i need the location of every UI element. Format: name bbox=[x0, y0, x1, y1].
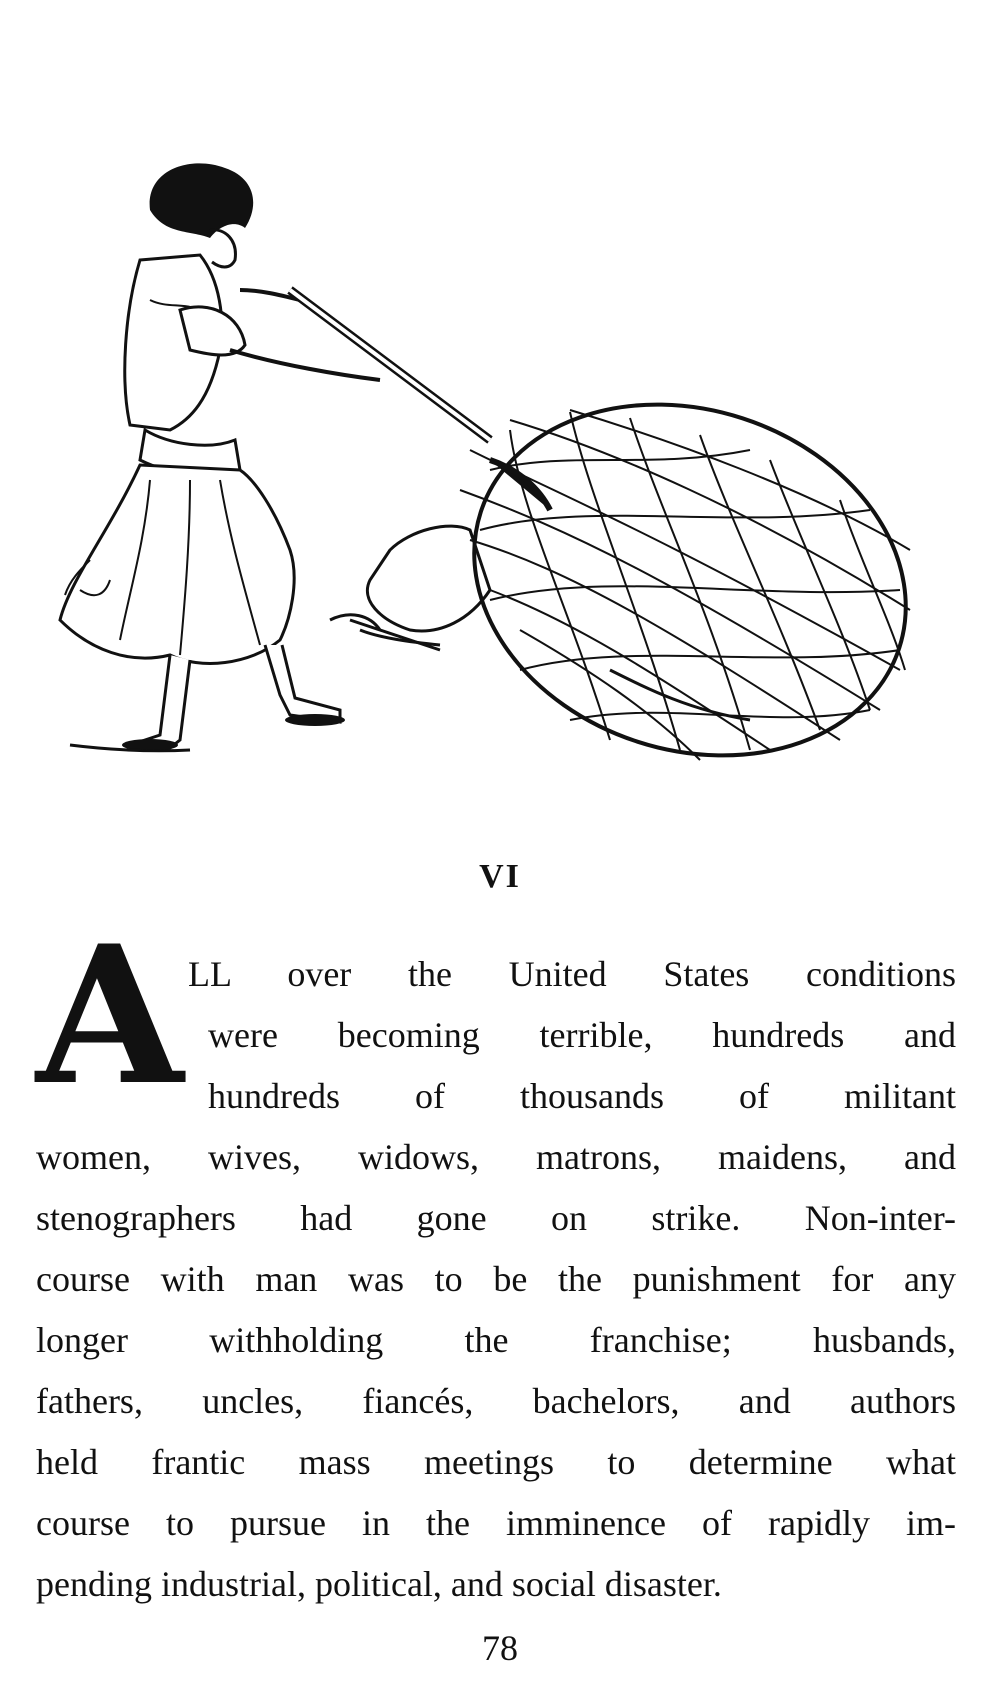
paragraph-line: course with man was to be the punishment for any bbox=[36, 1259, 956, 1299]
paragraph-line: held frantic mass meetings to determine what bbox=[36, 1442, 956, 1482]
woman-face bbox=[210, 230, 235, 267]
paragraph-line: pending industrial, political, and social disaster. bbox=[36, 1564, 722, 1604]
paragraph-line: were becoming terrible, hundreds and bbox=[208, 1015, 956, 1055]
paragraph-line: fathers, uncles, fiancés, bachelors, and authors bbox=[36, 1381, 956, 1421]
paragraph-line: stenographers had gone on strike. Non-inter- bbox=[36, 1198, 956, 1238]
body-paragraph bbox=[36, 904, 956, 1615]
paragraph-line: LL over the United States conditions bbox=[188, 954, 956, 994]
drop-cap: A bbox=[36, 904, 184, 1127]
page-number: 78 bbox=[482, 1628, 518, 1668]
paragraph-line: hundreds of thousands of militant bbox=[208, 1076, 956, 1116]
chapter-heading: VI bbox=[479, 858, 521, 895]
paragraph-line: longer withholding the franchise; husbands, bbox=[36, 1320, 956, 1360]
paragraph-line: course to pursue in the imminence of rapidly im- bbox=[36, 1503, 956, 1543]
woman-hair bbox=[150, 163, 254, 238]
net bbox=[428, 350, 930, 800]
woman-legs bbox=[130, 655, 190, 748]
man-figure bbox=[367, 526, 490, 631]
paragraph-line: women, wives, widows, matrons, maidens, and bbox=[36, 1137, 956, 1177]
illustration-woman-netting-man bbox=[50, 150, 930, 800]
woman-sleeve bbox=[180, 307, 245, 355]
woman-arm bbox=[230, 350, 380, 380]
woman-skirt bbox=[60, 465, 294, 663]
